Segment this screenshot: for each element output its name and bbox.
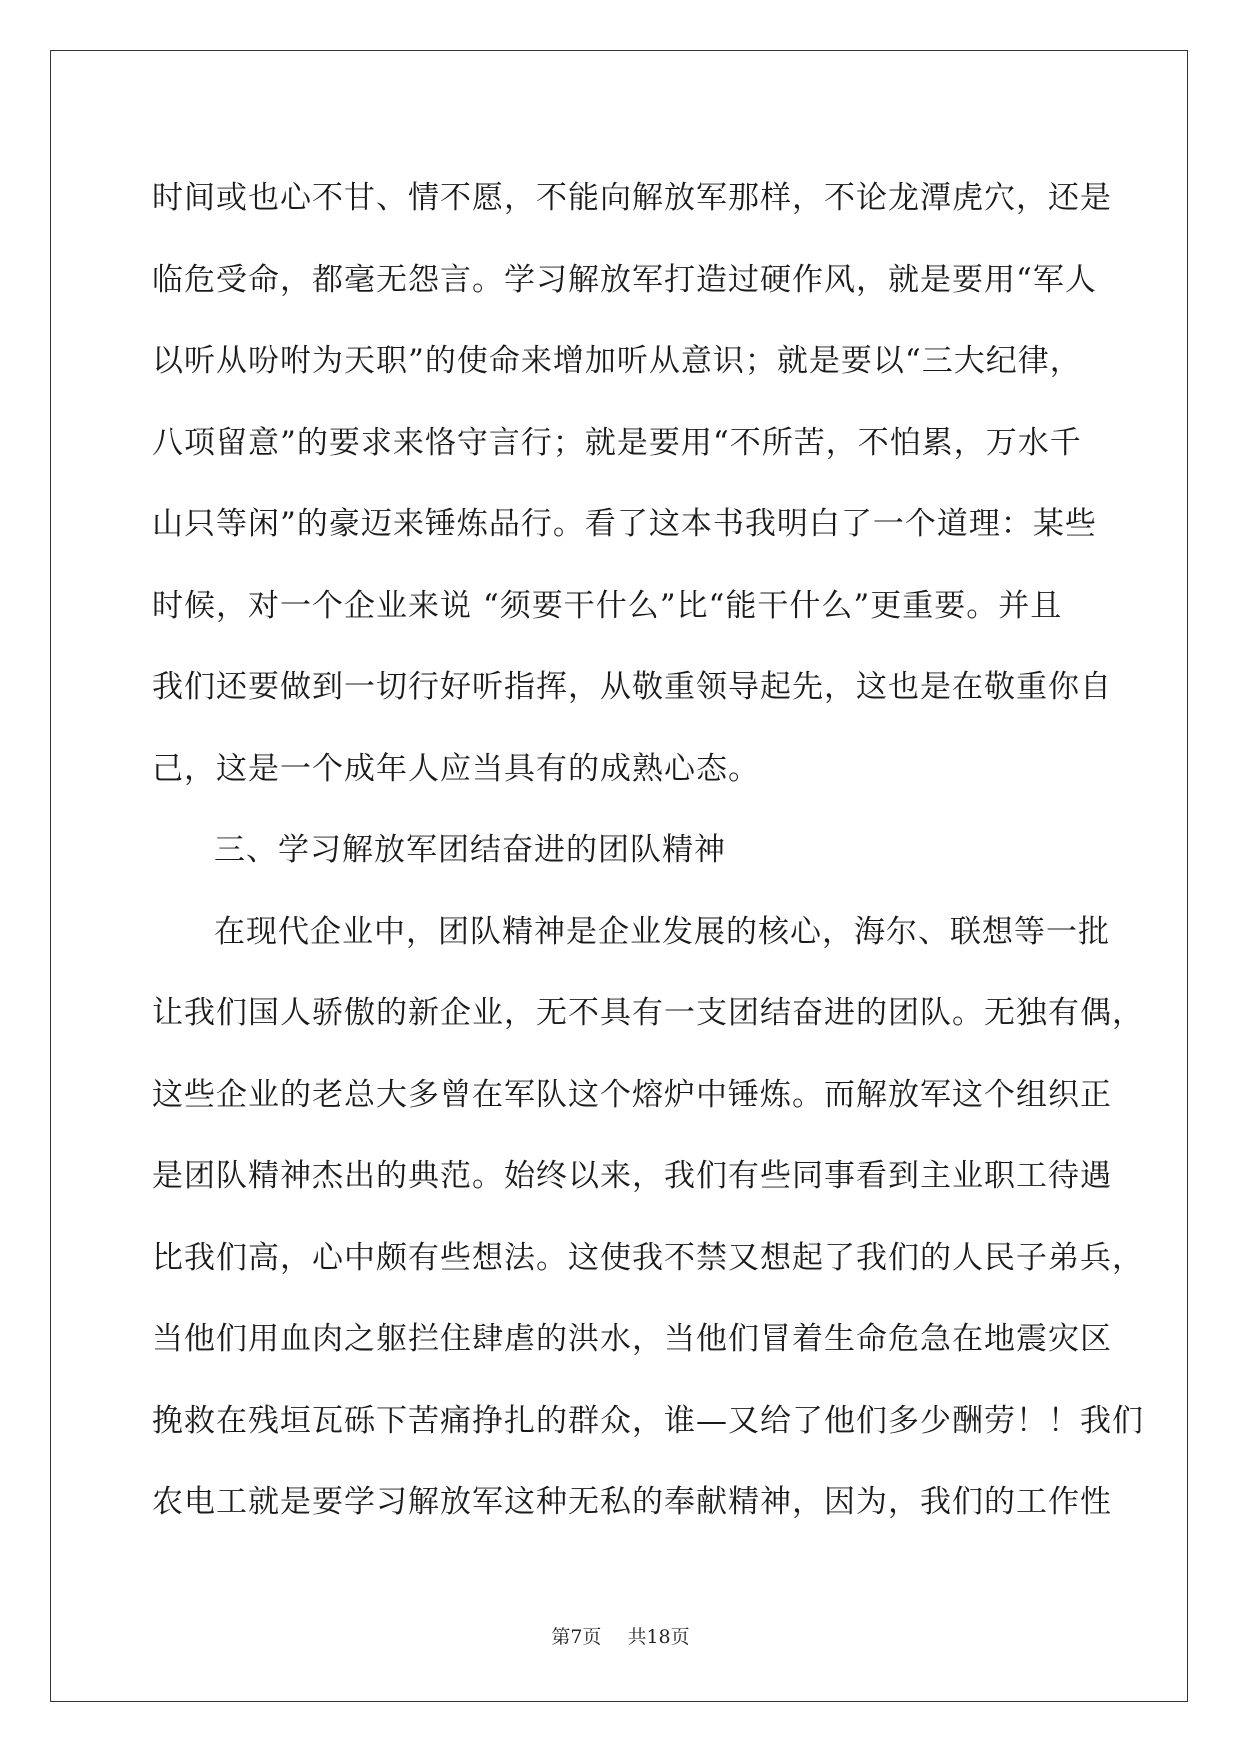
text-line: 这些企业的老总大多曾在军队这个熔炉中锤炼。而解放军这个组织正	[152, 1076, 1112, 1113]
text-line: 八项留意”的要求来恪守言行；就是要用“不所苦，不怕累，万水千	[152, 424, 1082, 461]
text-line: 时间或也心不甘、情不愿，不能向解放军那样，不论龙潭虎穴，还是	[152, 180, 1112, 216]
text-line: 比我们高，心中颇有些想法。这使我不禁又想起了我们的人民子弟兵，	[152, 1239, 1144, 1276]
page-footer	[0, 1622, 1241, 1649]
text-line: 临危受命，都毫无怨言。学习解放军打造过硬作风，就是要用“军人	[152, 261, 1097, 298]
text-line: 以听从吩咐为天职”的使命来增加听从意识；就是要以“三大纪律，	[152, 343, 1082, 379]
document-body	[152, 158, 1144, 1544]
text-line: 时候，对一个企业来说 “须要干什么”比“能干什么”更重要。并且	[152, 587, 1063, 624]
text-line: 我们还要做到一切行好听指挥，从敬重领导起先，这也是在敬重你自	[152, 669, 1112, 705]
text-line: 农电工就是要学习解放军这种无私的奉献精神，因为，我们的工作性	[152, 1484, 1112, 1520]
section-heading: 三、学习解放军团结奋进的团队精神	[214, 832, 726, 868]
text-line: 让我们国人骄傲的新企业，无不具有一支团结奋进的团队。无独有偶，	[152, 995, 1144, 1031]
page-number: 第7页	[551, 1626, 602, 1648]
page-total: 共18页	[627, 1626, 690, 1648]
text-line: 山只等闲”的豪迈来锤炼品行。看了这本书我明白了一个道理：某些	[152, 506, 1097, 542]
text-line: 当他们用血肉之躯拦住肆虐的洪水，当他们冒着生命危急在地震灾区	[152, 1321, 1112, 1357]
text-line: 在现代企业中，团队精神是企业发展的核心，海尔、联想等一批	[214, 913, 1110, 950]
text-line: 是团队精神杰出的典范。始终以来，我们有些同事看到主业职工待遇	[152, 1158, 1112, 1194]
text-line: 己，这是一个成年人应当具有的成熟心态。	[152, 750, 760, 787]
text-line: 挽救在残垣瓦砾下苦痛挣扎的群众，谁—又给了他们多少酬劳！！我们	[152, 1402, 1144, 1439]
